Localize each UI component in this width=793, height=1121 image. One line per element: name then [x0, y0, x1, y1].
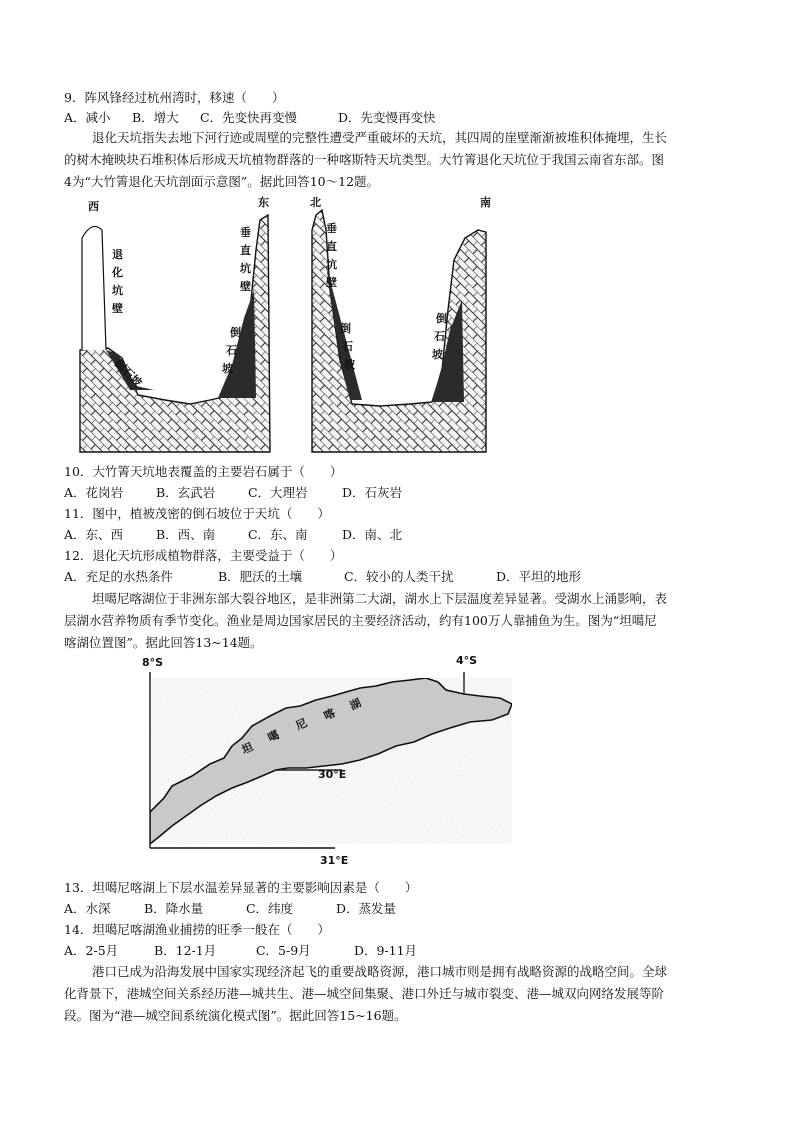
vertical-wall-label-north-4: 壁 [326, 276, 337, 289]
south-talus-label-1: 倒 [436, 312, 447, 325]
option-a: A．减小 [64, 110, 111, 125]
north-talus-label-3: 坡 [344, 358, 355, 371]
option-a: A．充足的水热条件 [64, 569, 174, 584]
label-8s: 8°S [142, 656, 164, 669]
north-talus-label-2: 石 [342, 340, 353, 353]
option-b: B．玄武岩 [155, 485, 216, 500]
option-c: C．较小的人类干扰 [343, 569, 454, 584]
option-a: A．2-5月 [64, 943, 119, 958]
degraded-wall-label-1: 退 [112, 248, 123, 261]
west-talus-label: 倒石坡 [111, 356, 145, 390]
north-talus-label-1: 倒 [340, 322, 351, 335]
sinkhole-cross-section-figure [70, 190, 520, 460]
question-10-options [64, 485, 402, 501]
lake-name-char-2: 噶 [265, 728, 282, 745]
question-14-stem: 14．坦噶尼喀湖渔业捕捞的旺季一般在（ ） [64, 922, 330, 937]
option-a: A．东、西 [64, 527, 124, 542]
passage-3-line-1: 港口已成为沿海发展中国家实现经济起飞的重要战略资源，港口城市则是拥有战略资源的战略空间。全球 [92, 964, 668, 979]
east-talus-label-2: 石 [226, 344, 237, 357]
question-13-stem: 13．坦噶尼喀湖上下层水温差异显著的主要影响因素是（ ） [64, 880, 418, 895]
option-c: C．东、南 [247, 527, 308, 542]
option-c: C．大理岩 [247, 485, 308, 500]
vertical-wall-label-east-4: 壁 [240, 280, 251, 293]
degraded-wall-label-4: 壁 [112, 302, 123, 315]
question-11-options [64, 527, 402, 543]
passage-1-line-3: 4为“大竹箐退化天坑剖面示意图”。据此回答10～12题。 [64, 174, 380, 189]
passage-2-line-2: 层湖水营养物质有季节变化。渔业是周边国家居民的主要经济活动，约有100万人靠捕鱼为生。图为“坦噶尼 [64, 613, 657, 628]
passage-1-line-1: 退化天坑指失去地下河行迹或周壁的完整性遭受严重破坏的天坑，其四周的崖壁渐渐被堆积体掩埋，生长 [92, 130, 668, 145]
lake-name-char-1: 坦 [239, 740, 256, 757]
vertical-wall-label-north-2: 直 [326, 240, 337, 253]
vertical-wall-label-north-1: 垂 [326, 222, 337, 235]
lake-name-char-3: 尼 [293, 716, 310, 733]
lake-name-char-5: 湖 [347, 696, 364, 713]
option-d: D．南、北 [341, 527, 402, 542]
question-14-options [64, 943, 417, 959]
vertical-wall-label-east-3: 坑 [240, 262, 251, 275]
east-talus-label-1: 倒 [230, 326, 241, 339]
lake-name-char-4: 喀 [321, 706, 338, 723]
degraded-wall-outline [82, 226, 106, 350]
passage-3-line-2: 化背景下，港城空间关系经历港—城共生、港—城空间集聚、港口外迁与城市裂变、港—城双向网络发展等阶 [64, 986, 665, 1001]
south-label: 南 [480, 196, 491, 209]
east-label: 东 [258, 196, 269, 209]
option-c: C．先变快再变慢 [199, 110, 298, 125]
option-d: D．先变慢再变快 [337, 110, 436, 125]
label-31e: 31°E [320, 854, 349, 867]
north-label: 北 [310, 196, 321, 209]
south-talus-label-2: 石 [434, 330, 445, 343]
question-12-options [64, 569, 581, 585]
west-label: 西 [88, 200, 99, 213]
label-4s: 4°S [456, 654, 478, 667]
passage-1-line-2: 的树木掩映块石堆积体后形成天坑植物群落的一种喀斯特天坑类型。大竹箐退化天坑位于我国云南省东部。图 [64, 152, 665, 167]
option-d: D．蒸发量 [335, 901, 396, 916]
option-b: B．降水量 [143, 901, 204, 916]
question-10-stem: 10．大竹箐天坑地表覆盖的主要岩石属于（ ） [64, 464, 343, 479]
vertical-wall-label-east-1: 垂 [240, 226, 251, 239]
option-a: A．水深 [64, 901, 111, 916]
lake-tanganyika-shape [150, 678, 512, 844]
option-d: D．9-11月 [353, 943, 418, 958]
option-b: B．12-1月 [153, 943, 217, 958]
question-11-stem: 11．图中，植被茂密的倒石坡位于天坑（ ） [64, 506, 330, 521]
option-d: D．平坦的地形 [495, 569, 581, 584]
passage-2-line-3: 喀湖位置图”。据此回答13~14题。 [64, 635, 263, 650]
option-d: D．石灰岩 [341, 485, 402, 500]
degraded-wall-label-2: 化 [112, 266, 123, 279]
option-b: B．增大 [131, 110, 179, 125]
east-talus-slope [218, 290, 256, 398]
option-b: B．西、南 [155, 527, 216, 542]
passage-3-line-3: 段。图为“港—城空间系统演化模式图”。据此回答15~16题。 [64, 1008, 407, 1023]
east-talus-label-3: 坡 [222, 362, 233, 375]
passage-2-line-1: 坦噶尼喀湖位于非洲东部大裂谷地区，是非洲第二大湖，湖水上下层温度差异显著。受湖水上涌影响，表 [92, 591, 668, 606]
lake-tanganyika-map-figure [120, 650, 540, 870]
vertical-wall-label-east-2: 直 [240, 244, 251, 257]
option-a: A．花岗岩 [64, 485, 124, 500]
option-b: B．肥沃的土壤 [217, 569, 303, 584]
question-9-options [64, 110, 435, 126]
south-talus-label-3: 坡 [432, 348, 443, 361]
label-30e: 30°E [318, 768, 347, 781]
vertical-wall-label-north-3: 坑 [326, 258, 337, 271]
degraded-wall-label-3: 坑 [112, 284, 123, 297]
question-13-options [64, 901, 396, 917]
option-c: C．纬度 [245, 901, 294, 916]
question-9-stem: 9．阵风锋经过杭州湾时，移速（ ） [64, 90, 285, 105]
question-12-stem: 12．退化天坑形成植物群落，主要受益于（ ） [64, 548, 343, 563]
option-c: C．5-9月 [255, 943, 311, 958]
